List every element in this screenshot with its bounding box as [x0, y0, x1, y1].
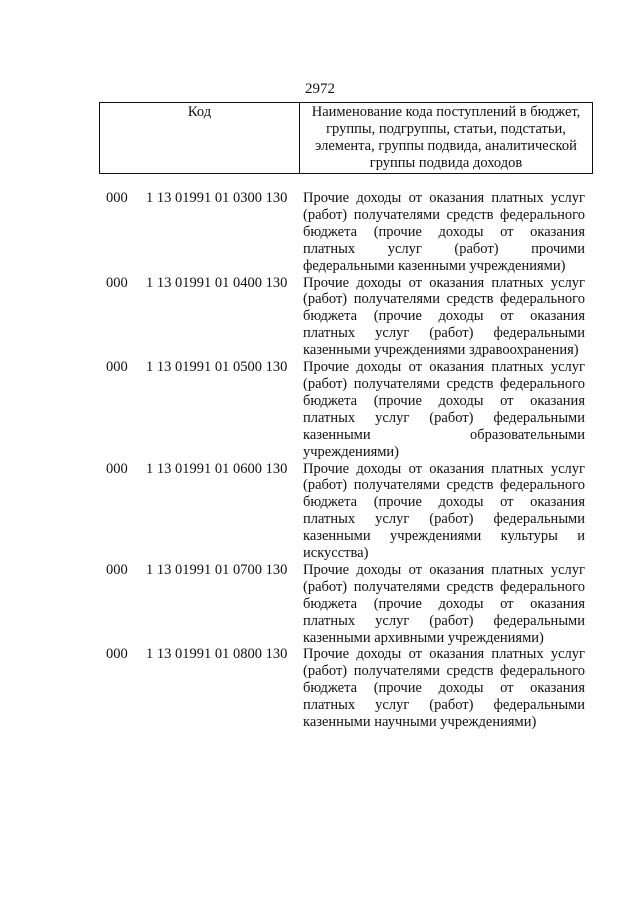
income-name: Прочие доходы от оказания платных услуг (работ) получателями средств федерального бюджета (прочие доходы от оказания платных услуг (работ) федеральными казенными научными учреждениями)	[303, 646, 585, 731]
header-code-label: Код	[100, 103, 300, 173]
income-code: 1 13 01991 01 0600 130	[146, 460, 288, 477]
income-name: Прочие доходы от оказания платных услуг (работ) получателями средств федерального бюджета (прочие доходы от оказания платных услуг (работ) федеральными казенными учреждениями культуры и искусства)	[303, 460, 585, 562]
income-name: Прочие доходы от оказания платных услуг (работ) получателями средств федерального бюджета (прочие доходы от оказания платных услуг (работ) федеральными казенными образовательными учреждениями)	[303, 359, 585, 460]
table-row	[0, 562, 640, 647]
income-code: 1 13 01991 01 0400 130	[146, 274, 288, 291]
admin-code: 000	[106, 274, 128, 291]
table-header	[99, 102, 593, 174]
income-code: 1 13 01991 01 0800 130	[146, 646, 288, 663]
admin-code: 000	[106, 561, 128, 578]
income-code-list	[0, 190, 640, 731]
table-row	[0, 461, 640, 562]
income-code: 1 13 01991 01 0300 130	[146, 190, 288, 206]
page-number: 2972	[305, 81, 335, 97]
admin-code: 000	[106, 646, 128, 663]
income-code: 1 13 01991 01 0700 130	[146, 561, 288, 578]
admin-code: 000	[106, 359, 128, 376]
income-name: Прочие доходы от оказания платных услуг (работ) получателями средств федерального бюджета (прочие доходы от оказания платных услуг (работ) прочими федеральными казенными учреждениями)	[303, 190, 585, 274]
table-row	[0, 275, 640, 360]
income-name: Прочие доходы от оказания платных услуг (работ) получателями средств федерального бюджета (прочие доходы от оказания платных услуг (работ) федеральными казенными архивными учреждениями)	[303, 561, 585, 646]
header-name-label: Наименование кода поступлений в бюджет, группы, подгруппы, статьи, подстатьи, элемента, группы подвида, аналитической группы подвида доходов	[311, 104, 581, 171]
income-code: 1 13 01991 01 0500 130	[146, 359, 288, 376]
admin-code: 000	[106, 190, 128, 206]
admin-code: 000	[106, 460, 128, 477]
income-name: Прочие доходы от оказания платных услуг (работ) получателями средств федерального бюджета (прочие доходы от оказания платных услуг (работ) федеральными казенными учреждениями здравоохранения)	[303, 274, 585, 359]
table-row	[0, 190, 640, 275]
table-row	[0, 359, 640, 460]
table-row	[0, 646, 640, 731]
